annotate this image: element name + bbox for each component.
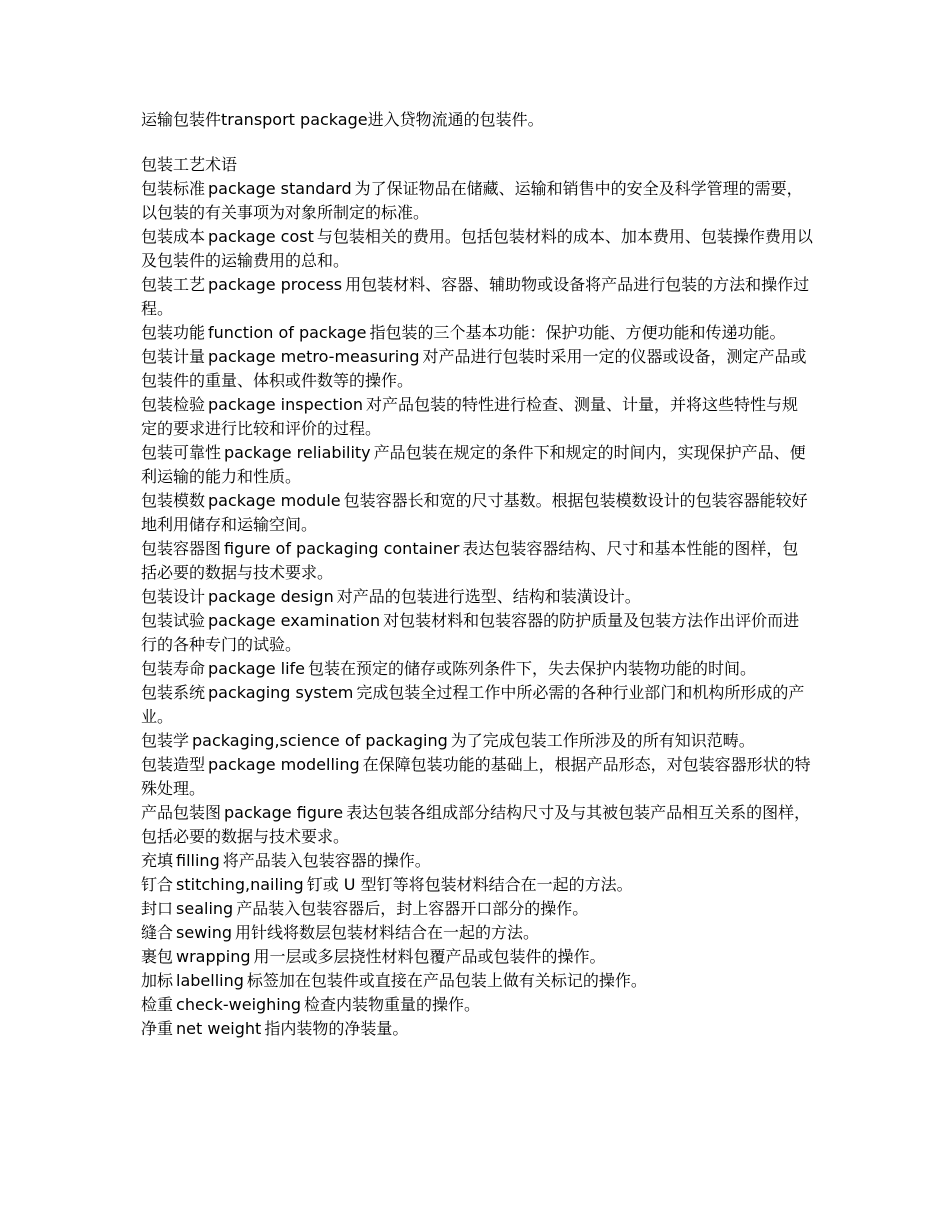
entry-english-term: labelling: [176, 971, 244, 990]
entry-english-term: package figure: [224, 803, 344, 822]
glossary-entry: [141, 945, 813, 969]
glossary-entry: [141, 585, 813, 609]
entry-term: 包装试验: [141, 611, 206, 630]
entry-definition: 对产品的包装进行选型、结构和装潢设计。: [336, 587, 641, 606]
glossary-entry: [141, 969, 813, 993]
entry-english-term: packaging,science of packaging: [192, 731, 448, 750]
entry-term: 包装设计: [141, 587, 206, 606]
entry-definition: 产品包装在规定的条件下和规定的时间内，实现保护产品、便利运输的能力和性质。: [141, 443, 806, 486]
entry-english-term: package inspection: [208, 395, 364, 414]
document-page: [141, 108, 813, 1041]
entry-definition: 完成包装全过程工作中所必需的各种行业部门和机构所形成的产业。: [141, 683, 805, 726]
entry-term: 检重: [141, 995, 174, 1014]
entry-term: 包装标准: [141, 179, 206, 198]
entry-term: 净重: [141, 1019, 174, 1038]
entry-definition: 与包装相关的费用。包括包装材料的成本、加本费用、包装操作费用以及包装件的运输费用的总和。: [141, 227, 813, 270]
entry-definition: 将产品装入包装容器的操作。: [222, 851, 431, 870]
entry-definition: 表达包装各组成部分结构尺寸及与其被包装产品相互关系的图样，包括必要的数据与技术要求。: [141, 803, 811, 846]
glossary-entry: [141, 609, 813, 657]
entry-english-term: package reliability: [224, 443, 371, 462]
entry-term: 包装功能: [141, 323, 206, 342]
entry-english-term: stitching,nailing: [176, 875, 304, 894]
entry-english-term: package modelling: [208, 755, 360, 774]
entry-term: 包装模数: [141, 491, 206, 510]
entry-definition: 指内装物的净装量。: [264, 1019, 409, 1038]
glossary-entry: [141, 849, 813, 873]
entry-english-term: function of package: [208, 323, 367, 342]
entry-term: 裹包: [141, 947, 174, 966]
entry-english-term: package life: [208, 659, 306, 678]
glossary-entry: [141, 801, 813, 849]
glossary-entry: [141, 873, 813, 897]
entry-definition: 对产品进行包装时采用一定的仪器或设备，测定产品或包装件的重量、体积或件数等的操作。: [141, 347, 807, 390]
entry-definition: 表达包装容器结构、尺寸和基本性能的图样，包括必要的数据与技术要求。: [141, 539, 799, 582]
glossary-entry: [141, 753, 813, 801]
entry-english-term: package examination: [208, 611, 381, 630]
glossary-entry: [141, 393, 813, 441]
entry-definition: 用包装材料、容器、辅助物或设备将产品进行包装的方法和操作过程。: [141, 275, 810, 318]
entry-definition: 包装容器长和宽的尺寸基数。根据包装模数设计的包装容器能较好地利用储存和运输空间。: [141, 491, 808, 534]
glossary-entry: [141, 321, 813, 345]
entry-definition: 用针线将数层包装材料结合在一起的方法。: [235, 923, 540, 942]
entry-term: 包装工艺: [141, 275, 206, 294]
entry-definition: 为了完成包装工作所涉及的所有知识范畴。: [450, 731, 755, 750]
entry-definition: 标签加在包装件或直接在产品包装上做有关标记的操作。: [246, 971, 647, 990]
entry-definition: 对包装材料和包装容器的防护质量及包装方法作出评价而进行的各种专门的试验。: [141, 611, 800, 654]
entry-definition: 用一层或多层挠性材料包覆产品或包装件的操作。: [253, 947, 606, 966]
entry-definition: 为了保证物品在储藏、运输和销售中的安全及科学管理的需要，以包装的有关事项为对象所制定的标准。: [141, 179, 803, 222]
entry-definition: 检查内装物重量的操作。: [304, 995, 481, 1014]
glossary-entry: [141, 897, 813, 921]
glossary-entry: [141, 537, 813, 585]
entry-term: 包装学: [141, 731, 190, 750]
entry-term: 包装检验: [141, 395, 206, 414]
entry-term: 包装成本: [141, 227, 206, 246]
glossary-entry: [141, 1017, 813, 1041]
entry-definition: 指包装的三个基本功能：保护功能、方便功能和传递功能。: [369, 323, 786, 342]
glossary-entry: [141, 273, 813, 321]
entry-term: 缝合: [141, 923, 174, 942]
entry-english-term: package module: [208, 491, 341, 510]
intro-definition: 进入贷物流通的包装件。: [367, 110, 544, 129]
entry-english-term: package process: [208, 275, 343, 294]
glossary-entry: [141, 921, 813, 945]
entry-english-term: figure of packaging container: [224, 539, 460, 558]
entry-term: 封口: [141, 899, 174, 918]
entry-term: 充填: [141, 851, 174, 870]
glossary-entry: [141, 345, 813, 393]
glossary-entry: [141, 225, 813, 273]
entry-english-term: package design: [208, 587, 334, 606]
entry-english-term: packaging system: [208, 683, 354, 702]
glossary-entry: [141, 657, 813, 681]
entry-english-term: sealing: [176, 899, 234, 918]
glossary-entry: [141, 993, 813, 1017]
section-title: 包装工艺术语: [141, 155, 238, 174]
entry-definition: 包装在预定的储存或陈列条件下，失去保护内装物功能的时间。: [308, 659, 757, 678]
entry-definition: 产品装入包装容器后，封上容器开口部分的操作。: [236, 899, 589, 918]
glossary-list: [141, 177, 813, 1041]
entry-term: 加标: [141, 971, 174, 990]
entry-english-term: package standard: [208, 179, 352, 198]
entry-english-term: package metro-measuring: [208, 347, 420, 366]
glossary-entry: [141, 177, 813, 225]
intro-term: 运输包装件: [141, 110, 222, 129]
entry-definition: 对产品包装的特性进行检查、测量、计量，并将这些特性与规定的要求进行比较和评价的过程。: [141, 395, 799, 438]
entry-english-term: filling: [176, 851, 220, 870]
intro-line: [141, 108, 813, 132]
entry-term: 包装造型: [141, 755, 206, 774]
entry-term: 包装可靠性: [141, 443, 222, 462]
entry-definition: 钉或 U 型钉等将包装材料结合在一起的方法。: [306, 875, 633, 894]
entry-term: 包装系统: [141, 683, 206, 702]
entry-term: 钉合: [141, 875, 174, 894]
glossary-entry: [141, 681, 813, 729]
entry-english-term: wrapping: [176, 947, 251, 966]
entry-term: 包装容器图: [141, 539, 222, 558]
glossary-entry: [141, 729, 813, 753]
intro-english-term: transport package: [221, 110, 368, 129]
entry-term: 包装寿命: [141, 659, 206, 678]
entry-definition: 在保障包装功能的基础上，根据产品形态，对包装容器形状的特殊处理。: [141, 755, 811, 798]
entry-english-term: sewing: [176, 923, 233, 942]
glossary-entry: [141, 441, 813, 489]
glossary-entry: [141, 489, 813, 537]
entry-english-term: package cost: [208, 227, 314, 246]
entry-english-term: check-weighing: [176, 995, 302, 1014]
entry-term: 产品包装图: [141, 803, 222, 822]
entry-term: 包装计量: [141, 347, 206, 366]
entry-english-term: net weight: [176, 1019, 262, 1038]
